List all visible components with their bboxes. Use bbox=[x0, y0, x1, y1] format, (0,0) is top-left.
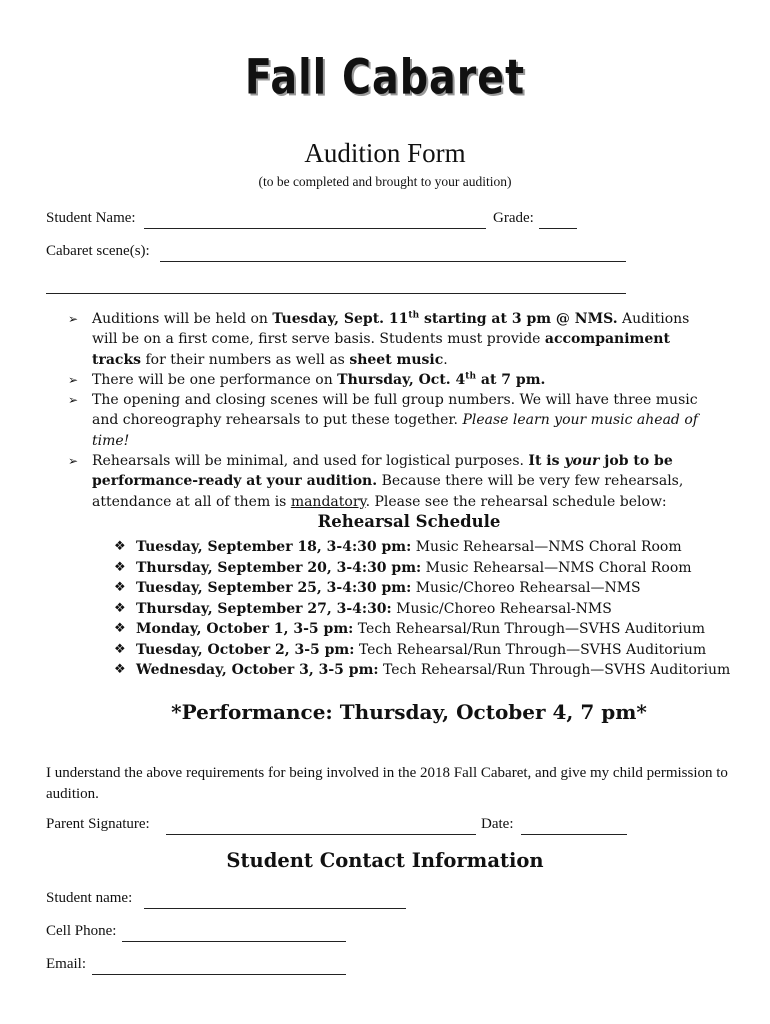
cell-phone-label: Cell Phone: bbox=[46, 923, 117, 939]
schedule-what: Tech Rehearsal/Run Through—SVHS Auditorium bbox=[378, 662, 731, 678]
schedule-what: Music Rehearsal—NMS Choral Room bbox=[421, 559, 692, 576]
superscript: th bbox=[465, 371, 476, 382]
schedule-when: Wednesday, October 3, 3-5 pm: bbox=[136, 662, 379, 678]
diamond-icon: ❖ bbox=[114, 580, 126, 595]
parent-signature-label: Parent Signature: bbox=[46, 816, 150, 832]
list-item bbox=[68, 370, 718, 390]
cabaret-scenes-field[interactable] bbox=[160, 261, 626, 262]
grade-field[interactable] bbox=[539, 228, 577, 229]
audition-info-list bbox=[68, 309, 718, 512]
schedule-row bbox=[114, 537, 754, 558]
underlined-text: mandatory bbox=[290, 493, 366, 510]
schedule-what: Tech Rehearsal/Run Through—SVHS Auditorium bbox=[353, 621, 706, 637]
grade-label: Grade: bbox=[493, 210, 534, 226]
contact-student-name-label: Student name: bbox=[46, 890, 133, 906]
parent-signature-field[interactable] bbox=[166, 834, 476, 835]
text: at 7 pm. bbox=[476, 371, 546, 388]
form-subtitle: (to be completed and brought to your audition) bbox=[258, 174, 512, 189]
performance-announcement: *Performance: Thursday, October 4, 7 pm* bbox=[171, 700, 647, 724]
bold-text: sheet music bbox=[349, 351, 444, 368]
date-field[interactable] bbox=[521, 834, 627, 835]
arrowhead-icon: ➢ bbox=[68, 372, 79, 387]
text: There will be one performance on bbox=[92, 371, 338, 388]
diamond-icon: ❖ bbox=[114, 621, 126, 636]
rehearsal-schedule-heading: Rehearsal Schedule bbox=[317, 512, 501, 531]
page-title: Fall Cabaret bbox=[244, 49, 526, 106]
arrowhead-icon: ➢ bbox=[68, 312, 79, 326]
diamond-icon: ❖ bbox=[114, 662, 126, 677]
cabaret-scenes-field-line-2[interactable] bbox=[46, 293, 626, 294]
superscript: th bbox=[408, 310, 420, 321]
bold-italic-text: your bbox=[564, 453, 600, 470]
bold-text: accompaniment tracks bbox=[92, 331, 670, 368]
schedule-what: Music Rehearsal—NMS Choral Room bbox=[411, 539, 682, 555]
schedule-row bbox=[114, 578, 754, 599]
text: Because there will be very few rehearsals, attendance at all of them is bbox=[92, 473, 684, 510]
text: It is bbox=[528, 453, 565, 470]
italic-text: Please learn your music ahead of time! bbox=[92, 412, 698, 449]
schedule-what: Music/Choreo Rehearsal—NMS bbox=[411, 580, 641, 596]
contact-student-name-field[interactable] bbox=[144, 908, 406, 909]
diamond-icon: ❖ bbox=[114, 641, 126, 657]
arrowhead-icon: ➢ bbox=[68, 454, 79, 469]
text: for their numbers as well as bbox=[141, 351, 350, 368]
email-field[interactable] bbox=[92, 974, 346, 975]
text: Rehearsals will be minimal, and used for logistical purposes. bbox=[92, 453, 529, 470]
schedule-when: Tuesday, October 2, 3-5 pm: bbox=[136, 641, 355, 658]
text: The opening and closing scenes will be full group numbers. We will have three music and choreography rehearsals to put these together. bbox=[92, 392, 698, 429]
text: Tuesday, Sept. 11 bbox=[272, 311, 409, 327]
list-item bbox=[68, 390, 718, 451]
schedule-row bbox=[114, 558, 754, 579]
schedule-what: Tech Rehearsal/Run Through—SVHS Auditorium bbox=[354, 641, 707, 658]
schedule-when: Tuesday, September 25, 3-4:30 pm: bbox=[136, 580, 412, 596]
schedule-row bbox=[114, 599, 754, 620]
student-contact-heading: Student Contact Information bbox=[226, 849, 544, 872]
schedule-when: Tuesday, September 18, 3-4:30 pm: bbox=[136, 539, 412, 555]
rehearsal-schedule-list bbox=[114, 537, 754, 681]
text: . Please see the rehearsal schedule below: bbox=[365, 493, 667, 510]
text: Thursday, Oct. 4 bbox=[337, 371, 466, 388]
schedule-row bbox=[114, 619, 754, 640]
schedule-when: Monday, October 1, 3-5 pm: bbox=[136, 621, 354, 637]
date-label: Date: bbox=[481, 816, 514, 832]
text: Auditions will be held on bbox=[92, 311, 273, 327]
schedule-row bbox=[114, 640, 754, 661]
text: starting at 3 pm @ NMS. bbox=[419, 311, 618, 327]
form-title: Audition Form bbox=[304, 138, 466, 168]
text: Auditions will be on a first come, first serve basis. Students must provide bbox=[92, 311, 690, 348]
cell-phone-field[interactable] bbox=[122, 941, 346, 942]
list-item bbox=[68, 309, 718, 370]
student-name-label: Student Name: bbox=[46, 210, 136, 226]
schedule-what: Music/Choreo Rehearsal-NMS bbox=[391, 600, 612, 617]
list-item bbox=[68, 451, 718, 512]
diamond-icon: ❖ bbox=[114, 559, 126, 575]
schedule-when: Thursday, September 20, 3-4:30 pm: bbox=[136, 559, 422, 576]
student-name-field[interactable] bbox=[144, 228, 486, 229]
arrowhead-icon: ➢ bbox=[68, 393, 79, 408]
email-label: Email: bbox=[46, 956, 86, 972]
schedule-row bbox=[114, 660, 754, 681]
diamond-icon: ❖ bbox=[114, 539, 126, 554]
cabaret-scenes-label: Cabaret scene(s): bbox=[46, 243, 150, 259]
schedule-when: Thursday, September 27, 3-4:30: bbox=[136, 600, 392, 617]
consent-statement: I understand the above requirements for being involved in the 2018 Fall Cabaret, and give my child permission to audition. bbox=[46, 765, 728, 802]
text: . bbox=[443, 351, 448, 368]
text: job to be performance-ready at your audition. bbox=[92, 453, 673, 490]
diamond-icon: ❖ bbox=[114, 600, 126, 616]
